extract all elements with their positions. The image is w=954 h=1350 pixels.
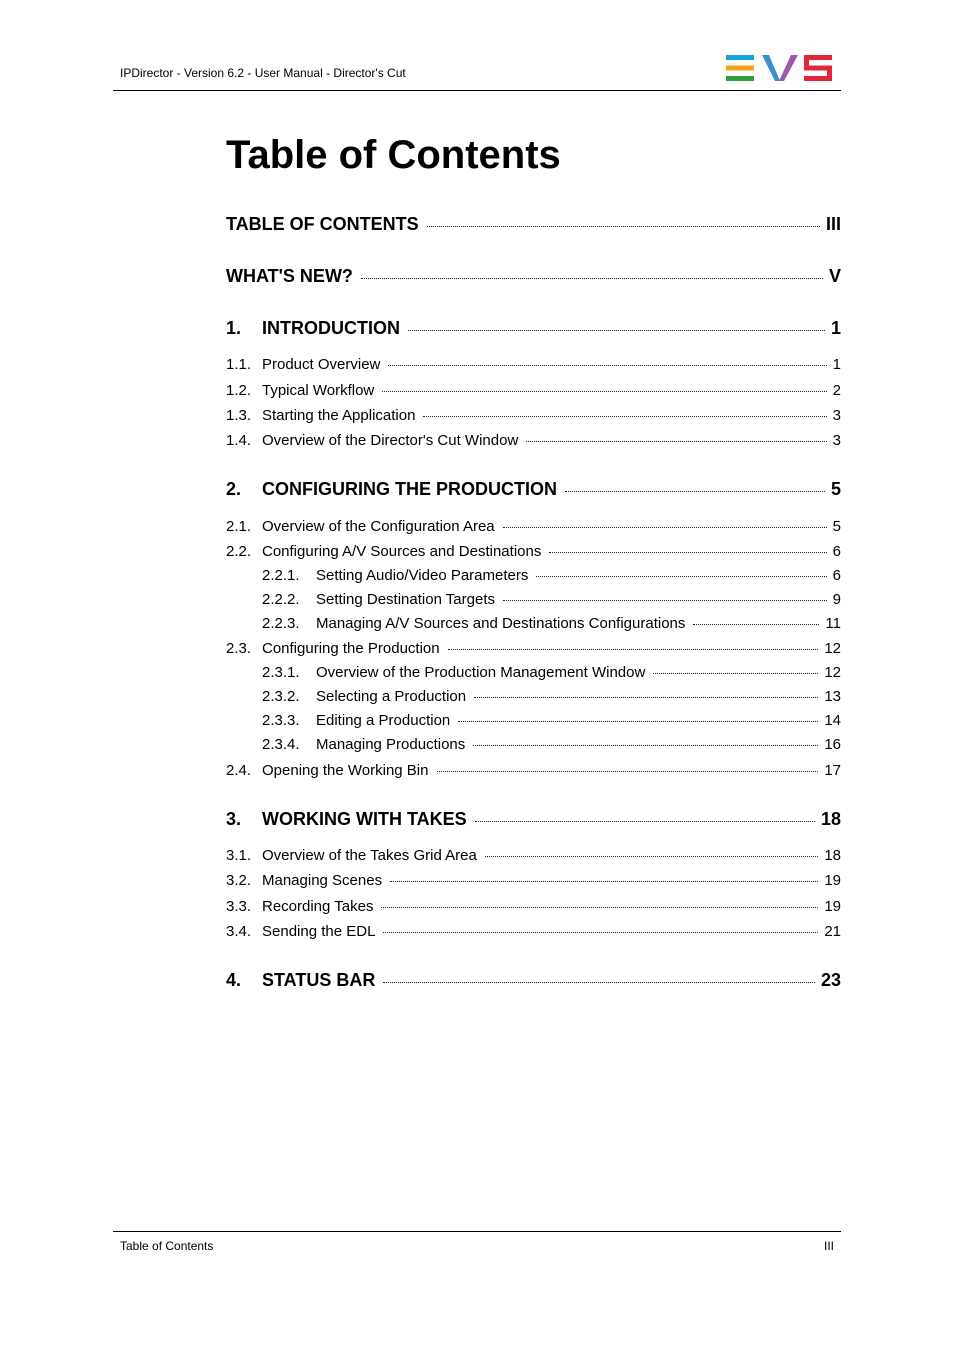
toc-entry-page: 11 — [825, 615, 841, 632]
toc-entry-number: 3.3. — [226, 898, 252, 915]
toc-entry-label: Opening the Working Bin — [262, 762, 429, 779]
toc-entry-page: 19 — [824, 898, 841, 915]
toc-entry-recording-takes[interactable] — [226, 898, 841, 915]
toc-entry-label: CONFIGURING THE PRODUCTION — [262, 479, 557, 499]
toc-entry-status-bar[interactable] — [226, 970, 841, 991]
toc-entry-number: 4. — [226, 970, 242, 990]
page-title: Table of Contents — [226, 133, 561, 177]
toc-entry-overview-production-management-window[interactable] — [226, 664, 841, 681]
toc-entry-number: 2.4. — [226, 762, 252, 779]
footer-page-number: III — [823, 1239, 834, 1253]
toc-dot-leader — [526, 441, 826, 442]
toc-entry-page: 5 — [832, 518, 841, 535]
toc-entry-label: Setting Destination Targets — [316, 591, 495, 608]
toc-dot-leader — [388, 365, 826, 366]
toc-entry-number: 2.1. — [226, 518, 252, 535]
toc-entry-overview-configuration-area[interactable] — [226, 518, 841, 535]
toc-entry-page: 18 — [824, 847, 841, 864]
toc-entry-label: STATUS BAR — [262, 970, 376, 990]
toc-entry-label: INTRODUCTION — [262, 318, 400, 338]
toc-entry-label: Managing A/V Sources and Destinations Configurations — [316, 615, 686, 632]
toc-dot-leader — [549, 552, 826, 553]
toc-entry-label: Editing a Production — [316, 712, 451, 729]
toc-dot-leader — [383, 932, 818, 933]
toc-entry-editing-a-production[interactable] — [226, 712, 841, 729]
toc-entry-number: 1.4. — [226, 432, 252, 449]
toc-entry-sending-the-edl[interactable] — [226, 923, 841, 940]
toc-entry-number: 2.3.3. — [262, 712, 300, 729]
toc-entry-page: 3 — [832, 407, 841, 424]
toc-entry-label: Overview of the Configuration Area — [262, 518, 495, 535]
toc-entry-number: 3.4. — [226, 923, 252, 940]
toc-dot-leader — [427, 226, 820, 227]
toc-entry-page: 5 — [830, 479, 841, 499]
toc-entry-label: Managing Productions — [316, 736, 466, 753]
toc-dot-leader — [437, 771, 819, 772]
toc-dot-leader — [408, 330, 825, 331]
toc-entry-label: Typical Workflow — [262, 382, 375, 399]
toc-entry-page: 3 — [832, 432, 841, 449]
toc-entry-overview-takes-grid-area[interactable] — [226, 847, 841, 864]
toc-entry-table-of-contents[interactable] — [226, 214, 841, 235]
toc-entry-label: Configuring the Production — [262, 640, 440, 657]
toc-entry-configuring-the-production[interactable] — [226, 479, 841, 500]
toc-entry-page: 23 — [820, 970, 841, 990]
toc-entry-label: Selecting a Production — [316, 688, 467, 705]
toc-dot-leader — [536, 576, 826, 577]
toc-dot-leader — [503, 600, 827, 601]
toc-entry-label: TABLE OF CONTENTS — [226, 214, 419, 234]
document-header-title: IPDirector - Version 6.2 - User Manual - Director's Cut — [120, 66, 406, 80]
toc-entry-whats-new[interactable] — [226, 266, 841, 287]
toc-dot-leader — [503, 527, 827, 528]
toc-entry-number: 2.3.4. — [262, 736, 300, 753]
toc-entry-page: 17 — [824, 762, 841, 779]
toc-entry-product-overview[interactable] — [226, 356, 841, 373]
toc-entry-number: 1. — [226, 318, 242, 338]
toc-entry-label: Managing Scenes — [262, 872, 383, 889]
toc-entry-page: 1 — [832, 356, 841, 373]
toc-entry-page: 18 — [820, 809, 841, 829]
toc-entry-page: 6 — [832, 543, 841, 560]
toc-dot-leader — [361, 278, 823, 279]
toc-dot-leader — [485, 856, 818, 857]
toc-entry-label: Setting Audio/Video Parameters — [316, 567, 529, 584]
toc-entry-number: 1.1. — [226, 356, 252, 373]
toc-entry-page: 16 — [824, 736, 841, 753]
toc-entry-number: 1.3. — [226, 407, 252, 424]
toc-dot-leader — [475, 821, 815, 822]
toc-entry-number: 2.3. — [226, 640, 252, 657]
toc-entry-page: 13 — [824, 688, 841, 705]
toc-entry-page: 14 — [824, 712, 841, 729]
toc-entry-label: Starting the Application — [262, 407, 416, 424]
toc-entry-page: III — [825, 214, 841, 234]
toc-dot-leader — [383, 982, 815, 983]
toc-entry-page: 19 — [824, 872, 841, 889]
toc-entry-managing-scenes[interactable] — [226, 872, 841, 889]
toc-entry-number: 1.2. — [226, 382, 252, 399]
toc-dot-leader — [448, 649, 819, 650]
toc-entry-label: WHAT'S NEW? — [226, 266, 353, 286]
footer-section-title: Table of Contents — [120, 1239, 214, 1253]
toc-entry-overview-directors-cut-window[interactable] — [226, 432, 841, 449]
toc-dot-leader — [693, 624, 819, 625]
toc-entry-page: 9 — [832, 591, 841, 608]
toc-entry-number: 3. — [226, 809, 242, 829]
toc-dot-leader — [474, 697, 818, 698]
toc-entry-page: 6 — [832, 567, 841, 584]
toc-dot-leader — [473, 745, 818, 746]
toc-entry-page: 12 — [824, 664, 841, 681]
toc-entry-managing-productions[interactable] — [226, 736, 841, 753]
toc-entry-number: 2.3.1. — [262, 664, 300, 681]
toc-entry-page: 12 — [824, 640, 841, 657]
toc-entry-label: WORKING WITH TAKES — [262, 809, 467, 829]
toc-dot-leader — [458, 721, 818, 722]
table-of-contents — [226, 0, 841, 1200]
toc-entry-introduction[interactable] — [226, 318, 841, 339]
toc-dot-leader — [381, 907, 818, 908]
toc-entry-typical-workflow[interactable] — [226, 382, 841, 399]
toc-entry-number: 2.2. — [226, 543, 252, 560]
toc-entry-label: Product Overview — [262, 356, 381, 373]
toc-entry-number: 2.3.2. — [262, 688, 300, 705]
toc-entry-number: 3.1. — [226, 847, 252, 864]
toc-entry-opening-the-working-bin[interactable] — [226, 762, 841, 779]
toc-entry-number: 2.2.3. — [262, 615, 300, 632]
toc-dot-leader — [390, 881, 818, 882]
toc-entry-number: 2. — [226, 479, 242, 499]
toc-entry-number: 2.2.2. — [262, 591, 300, 608]
toc-entry-label: Recording Takes — [262, 898, 374, 915]
toc-entry-setting-destination-targets[interactable] — [226, 591, 841, 608]
toc-entry-label: Overview of the Takes Grid Area — [262, 847, 477, 864]
toc-entry-setting-audio-video-parameters[interactable] — [226, 567, 841, 584]
toc-entry-configuring-the-production-sub[interactable] — [226, 640, 841, 657]
toc-dot-leader — [565, 491, 825, 492]
toc-dot-leader — [653, 673, 818, 674]
toc-entry-page: 2 — [832, 382, 841, 399]
toc-entry-label: Sending the EDL — [262, 923, 376, 940]
toc-entry-number: 3.2. — [226, 872, 252, 889]
toc-entry-managing-av-configurations[interactable] — [226, 615, 841, 632]
toc-entry-page: 21 — [824, 923, 841, 940]
toc-entry-starting-the-application[interactable] — [226, 407, 841, 424]
toc-entry-page: V — [828, 266, 841, 286]
toc-dot-leader — [382, 391, 826, 392]
toc-dot-leader — [423, 416, 826, 417]
toc-entry-configuring-av-sources[interactable] — [226, 543, 841, 560]
toc-entry-number: 2.2.1. — [262, 567, 300, 584]
toc-entry-working-with-takes[interactable] — [226, 809, 841, 830]
toc-entry-label: Overview of the Production Management Window — [316, 664, 646, 681]
toc-entry-page: 1 — [830, 318, 841, 338]
toc-entry-label: Overview of the Director's Cut Window — [262, 432, 519, 449]
toc-entry-label: Configuring A/V Sources and Destinations — [262, 543, 542, 560]
footer-rule — [113, 1231, 841, 1232]
toc-entry-selecting-a-production[interactable] — [226, 688, 841, 705]
